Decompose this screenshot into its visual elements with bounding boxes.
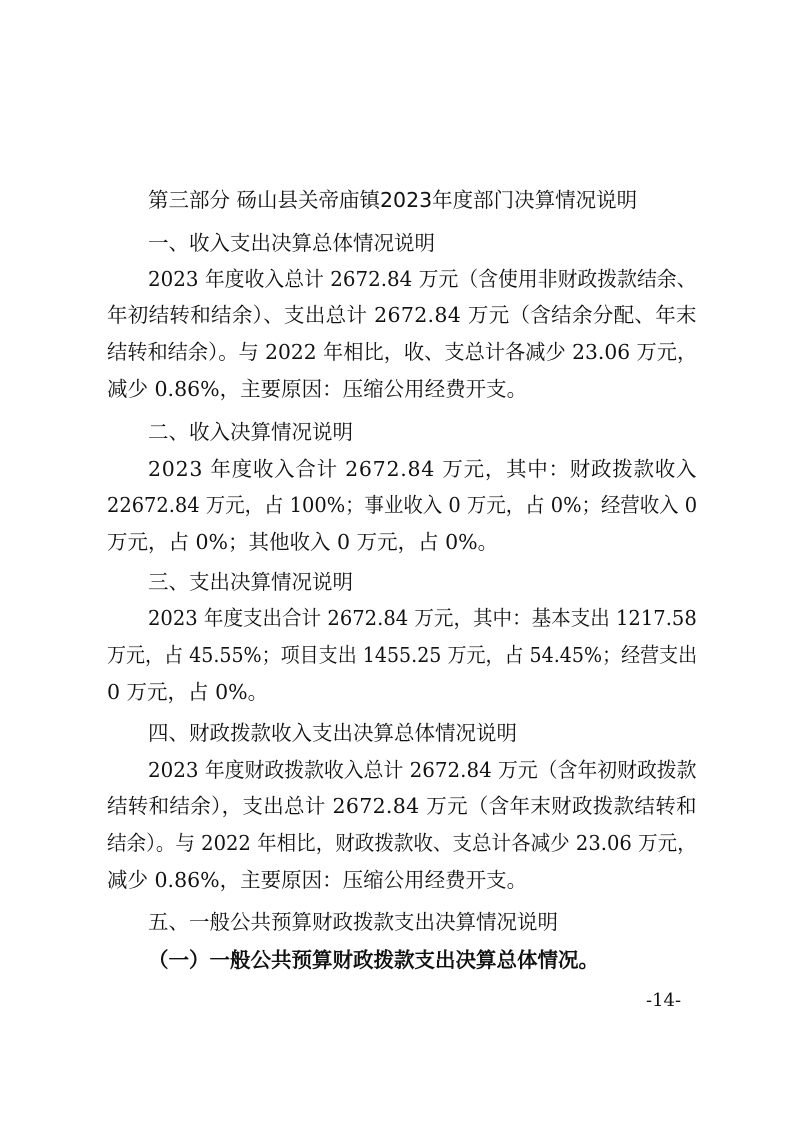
section-2-line-1: 2023 年度收入合计 2672.84 万元，其中：财政拨款收入 — [148, 457, 698, 481]
section-3-line-1: 2023 年度支出合计 2672.84 万元，其中：基本支出 1217.58 — [148, 606, 697, 630]
section-1-heading: 一、收入支出决算总体情况说明 — [148, 231, 435, 255]
section-2-line-3: 万元，占 0%；其他收入 0 万元，占 0%。 — [107, 530, 499, 554]
section-4-line-3: 结余）。与 2022 年相比，财政拨款收、支总计各减少 23.06 万元， — [107, 831, 697, 855]
section-2-line-2: 22672.84 万元，占 100%；事业收入 0 万元，占 0%；经营收入 0 — [107, 493, 698, 517]
section-4-line-2: 结转和结余），支出总计 2672.84 万元（含年末财政拨款结转和 — [107, 794, 697, 818]
section-1-line-4: 减少 0.86%，主要原因：压缩公用经费开支。 — [107, 377, 528, 401]
section-4-line-1: 2023 年度财政拨款收入总计 2672.84 万元（含年初财政拨款 — [148, 758, 697, 782]
subsection-heading: （一）一般公共预算财政拨款支出决算总体情况。 — [148, 948, 599, 972]
section-3-line-2: 万元，占 45.55%；项目支出 1455.25 万元，占 54.45%；经营支出 — [107, 643, 698, 667]
section-3-line-3: 0 万元，占 0%。 — [107, 680, 269, 704]
section-1-line-3: 结转和结余）。与 2022 年相比，收、支总计各减少 23.06 万元， — [107, 340, 698, 364]
section-2-heading: 二、收入决算情况说明 — [148, 420, 353, 444]
section-5-heading: 五、一般公共预算财政拨款支出决算情况说明 — [148, 910, 558, 934]
page-number: -14- — [646, 990, 682, 1011]
section-3-heading: 三、支出决算情况说明 — [148, 570, 353, 594]
section-1-line-2: 年初结转和结余）、支出总计 2672.84 万元（含结余分配、年末 — [107, 303, 697, 327]
section-1-line-1: 2023 年度收入总计 2672.84 万元（含使用非财政拨款结余、 — [148, 267, 697, 291]
section-4-heading: 四、财政拨款收入支出决算总体情况说明 — [148, 721, 517, 745]
section-4-line-4: 减少 0.86%，主要原因：压缩公用经费开支。 — [107, 868, 528, 892]
part-title: 第三部分 砀山县关帝庙镇2023年度部门决算情况说明 — [148, 188, 638, 212]
